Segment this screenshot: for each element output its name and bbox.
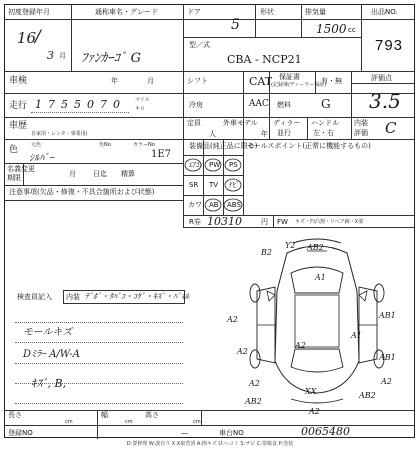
color-code-label: カラーNo bbox=[133, 142, 155, 148]
length-cm: cm bbox=[65, 419, 73, 425]
warranty-label: 保証書 bbox=[279, 73, 300, 81]
doors-label: ドア bbox=[187, 8, 201, 16]
damage-mark: A2 bbox=[309, 407, 320, 416]
note-line bbox=[15, 363, 183, 364]
interior-label: 内装 bbox=[354, 119, 368, 127]
chassis-no-value: 0065480 bbox=[301, 425, 350, 438]
row-line bbox=[5, 425, 414, 426]
damage-mark: B2 bbox=[261, 248, 272, 257]
caution-label: 注意事項(欠品・修復・不具合箇所および状態) bbox=[9, 188, 155, 196]
original-color-label: 元色 bbox=[31, 142, 42, 148]
reg-slash: / bbox=[35, 27, 41, 47]
equipment-circles bbox=[183, 139, 243, 215]
mile-unit: マイル bbox=[135, 97, 150, 103]
equip-navi: ﾅﾋﾞ bbox=[229, 181, 240, 189]
model-code-value: CBA - NCP21 bbox=[227, 53, 302, 66]
equip-tv: TV bbox=[209, 181, 219, 189]
inspection-month: 月 bbox=[147, 77, 154, 85]
warranty-sub: (記録簿/ディーラー保証) bbox=[271, 82, 327, 88]
color-no-label: 色No bbox=[99, 142, 111, 148]
row-line bbox=[5, 117, 414, 118]
handle-opts: 左・右 bbox=[313, 129, 334, 137]
damage-mark: AB2 bbox=[245, 397, 262, 406]
damage-mark: AB2 bbox=[359, 391, 376, 400]
reg-dash: — bbox=[181, 429, 188, 437]
col-line bbox=[307, 117, 308, 139]
row-line bbox=[5, 19, 185, 20]
lot-no-label: 出品NO. bbox=[371, 8, 398, 16]
equip-abs: ABS bbox=[227, 201, 241, 209]
mileage-base bbox=[31, 112, 129, 113]
ac-label: 冷房 bbox=[189, 101, 203, 109]
km-unit: キロ bbox=[135, 106, 146, 112]
shift-value: CAT bbox=[249, 75, 273, 88]
displacement-value: 1500 bbox=[316, 22, 347, 36]
row-line bbox=[5, 93, 414, 94]
inspector-interior: 内装 bbox=[66, 293, 80, 301]
row-line bbox=[5, 200, 183, 201]
warranty-yes-no: 有・無 bbox=[321, 77, 342, 85]
note-line bbox=[15, 342, 183, 343]
score-label: 評価点 bbox=[371, 74, 392, 82]
damage-mark: AB1 bbox=[379, 311, 396, 320]
col-line bbox=[255, 5, 256, 37]
history-label: 車歴 bbox=[9, 121, 28, 131]
precise-label: 精算 bbox=[121, 170, 135, 178]
col-line bbox=[243, 71, 244, 139]
interior2-label: 評価 bbox=[354, 129, 368, 137]
equip-ps: PS bbox=[229, 161, 238, 169]
damage-mark: AB1 bbox=[379, 353, 396, 362]
width-cm: cm bbox=[125, 419, 133, 425]
handle-label: ハンドル bbox=[311, 119, 339, 127]
auction-sheet bbox=[4, 4, 415, 438]
damage-mark: A2 bbox=[295, 341, 306, 350]
damage-mark: A1 bbox=[351, 331, 362, 340]
dealer2-label: 並行 bbox=[277, 129, 291, 137]
mileage-digit: 0 bbox=[87, 98, 94, 111]
shift-label: シフト bbox=[187, 77, 208, 85]
col-line bbox=[201, 410, 202, 425]
equipment-label: 装備品(純正品に限る) bbox=[189, 142, 258, 150]
model-type-label: 型／式 bbox=[189, 41, 210, 49]
first-reg-label: 初度登録年月 bbox=[8, 8, 50, 16]
inspector-label: 検査員記入 bbox=[17, 293, 52, 301]
damage-mark: A2 bbox=[227, 315, 238, 324]
mileage-label: 走行 bbox=[9, 101, 28, 111]
damage-mark: A1 bbox=[315, 273, 326, 282]
note-3: ｷｽﾞ, B, bbox=[31, 377, 67, 390]
person-unit: 人 bbox=[209, 130, 216, 138]
damage-legend: キズ・凹凸割・リペア跡・X要 bbox=[295, 219, 364, 225]
height-cm: cm bbox=[193, 419, 201, 425]
yen-unit: 円 bbox=[261, 218, 268, 226]
lot-number: 793 bbox=[375, 37, 404, 54]
row-line bbox=[5, 185, 183, 186]
mileage-digit: 7 bbox=[48, 98, 55, 111]
history-sub: 自家用・レンタ・事業用( bbox=[31, 131, 88, 137]
note-1: モールキズ bbox=[23, 327, 73, 338]
name-change-label: 名義変更 bbox=[7, 165, 35, 173]
col-line bbox=[71, 5, 72, 71]
displacement-label: 排気量 bbox=[305, 8, 326, 16]
color-code-value: 1E7 bbox=[151, 149, 172, 160]
score-underline bbox=[351, 83, 414, 84]
equip-pw: PW bbox=[209, 161, 221, 169]
lot-underline bbox=[361, 19, 414, 20]
width-label: 幅 bbox=[101, 411, 108, 419]
mileage-digit: 1 bbox=[35, 98, 42, 111]
inspection-year: 年 bbox=[111, 77, 118, 85]
damage-mark: XX bbox=[305, 387, 317, 396]
model-name-value: ﾌｧﾝｶｰｺﾞ G bbox=[81, 51, 142, 66]
inspector-check: ﾃﾞﾎﾞ・ﾀﾊﾞｺ・ｺｹﾞ・ｷｽﾞ・ﾊﾟﾈﾙ bbox=[85, 292, 189, 301]
damage-mark: AB2 bbox=[307, 243, 324, 252]
damage-mark: A2 bbox=[249, 379, 260, 388]
mileage-digit: 5 bbox=[74, 98, 81, 111]
damage-mark: A2 bbox=[237, 347, 248, 356]
col-line bbox=[351, 71, 352, 139]
length-label: 長さ bbox=[8, 411, 22, 419]
interior-score-value: C bbox=[385, 119, 397, 137]
color-label: 色 bbox=[9, 145, 19, 155]
equip-leather: カワ bbox=[188, 201, 202, 209]
row-line bbox=[5, 71, 414, 72]
damage-mark: Y2 bbox=[285, 241, 296, 250]
name-change-month: 月 bbox=[69, 170, 76, 178]
fuel-value: G bbox=[321, 97, 331, 111]
capacity-label: 定員 bbox=[187, 119, 201, 127]
fw-label: FW bbox=[277, 218, 288, 226]
score-value: 3.5 bbox=[369, 89, 401, 113]
note-2: Dﾐﾗｰ A/W-A bbox=[23, 349, 80, 360]
footer-legend: D:要修理 W:波有り X:X取替済 A:擦キズ U:へコミ S:サビ C:要腐食 P:塗装 bbox=[126, 441, 294, 447]
mileage-digit: 0 bbox=[113, 98, 120, 111]
inspection-label: 車検 bbox=[9, 76, 28, 86]
mileage-digit: 5 bbox=[61, 98, 68, 111]
cc-unit: cc bbox=[348, 26, 356, 34]
recycle-label: R券 bbox=[189, 218, 201, 226]
recycle-amount: 10310 bbox=[207, 215, 242, 228]
doors-value: 5 bbox=[231, 17, 240, 33]
equip-ab: AB bbox=[209, 201, 219, 209]
chassis-no-label: 車台NO bbox=[219, 429, 244, 437]
equip-aircon: ｴｱｺﾝ bbox=[189, 161, 203, 169]
col-line bbox=[273, 215, 274, 227]
col-line bbox=[97, 410, 98, 439]
period-label: 期限 bbox=[7, 174, 21, 182]
exterior-model-label: 外車モデル bbox=[223, 119, 258, 127]
height-label: 高さ bbox=[145, 411, 159, 419]
col-line bbox=[243, 139, 244, 215]
equip-sr: SR bbox=[189, 181, 199, 189]
ac-value: AAC bbox=[249, 99, 269, 109]
col-line bbox=[183, 5, 184, 139]
note-line bbox=[15, 403, 183, 404]
reg-no-label: 登録NO bbox=[8, 429, 33, 437]
model-grade-label: 通称車名・グレード bbox=[95, 8, 158, 16]
body-shape-label: 形状 bbox=[260, 8, 274, 16]
col-line bbox=[361, 5, 362, 71]
col-line bbox=[301, 5, 302, 37]
row-line bbox=[183, 19, 361, 20]
dealer-label: ディラー bbox=[273, 119, 301, 127]
reg-month-value: 3 bbox=[47, 49, 54, 62]
model-year-unit: 年 bbox=[261, 130, 268, 138]
fuel-label: 燃料 bbox=[277, 101, 291, 109]
damage-mark: A2 bbox=[381, 377, 392, 386]
reg-month-unit: 月 bbox=[59, 52, 66, 60]
color-value: ｼﾙﾊﾞｰ bbox=[29, 153, 54, 164]
date-label: 日迄 bbox=[93, 170, 107, 178]
sales-point-label: セールスポイント(正常に機能するもの) bbox=[247, 142, 371, 150]
reg-year-value: 16 bbox=[17, 29, 37, 47]
row-line bbox=[183, 37, 361, 38]
mileage-digit: 7 bbox=[100, 98, 107, 111]
